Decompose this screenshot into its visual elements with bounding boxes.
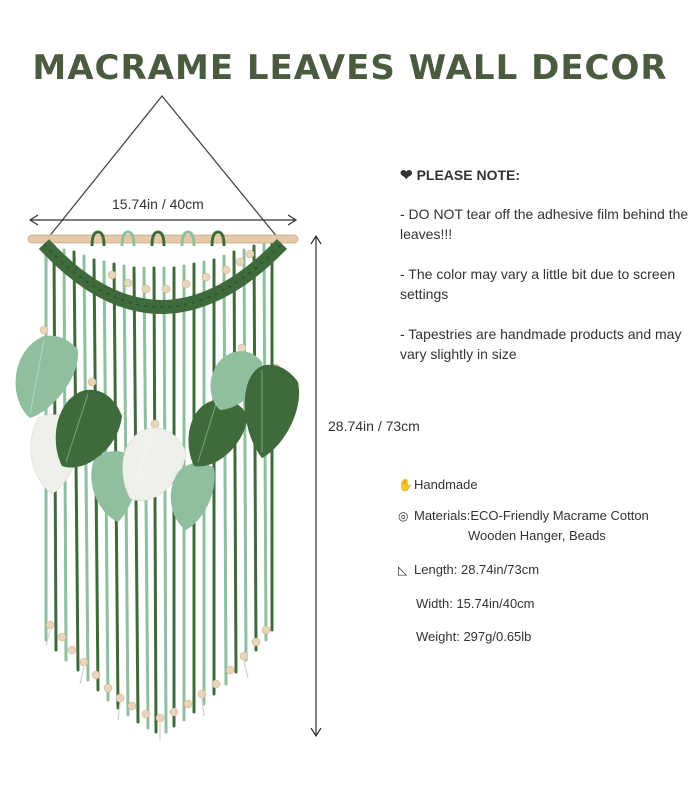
yarn-icon: ◎: [398, 509, 409, 523]
heart-icon: ❤: [400, 167, 413, 184]
note-heading: [400, 166, 520, 184]
note-item: - DO NOT tear off the adhesive film behind the leaves!!!: [400, 206, 689, 242]
spec-materials-line2: Wooden Hanger, Beads: [468, 528, 606, 543]
height-dimension-label: 28.74in / 73cm: [328, 418, 420, 434]
page-title: MACRAME LEAVES WALL DECOR: [32, 48, 668, 88]
spec-length: ◺ Length: 28.74in/73cm: [398, 562, 540, 577]
spec-weight: Weight: 297g/0.65lb: [416, 629, 532, 644]
note-item: - The color may vary a little bit due to screen settings: [400, 266, 676, 302]
width-dimension-label: 15.74in / 40cm: [112, 196, 204, 212]
note-item: - Tapestries are handmade products and may vary slightly in size: [400, 326, 682, 362]
note-heading-text: PLEASE NOTE:: [416, 167, 521, 183]
leaf-dark-center: [189, 400, 248, 467]
spec-materials: ◎ Materials:ECO-Friendly Macrame Cotton: [398, 508, 649, 523]
ruler-icon: ◺: [398, 563, 408, 577]
spec-handmade: ✋Handmade: [398, 477, 478, 492]
hand-icon: ✋: [398, 478, 413, 492]
leaf-dark-right: [245, 365, 299, 458]
hanging-string: [48, 96, 278, 238]
spec-width: Width: 15.74in/40cm: [416, 596, 535, 611]
